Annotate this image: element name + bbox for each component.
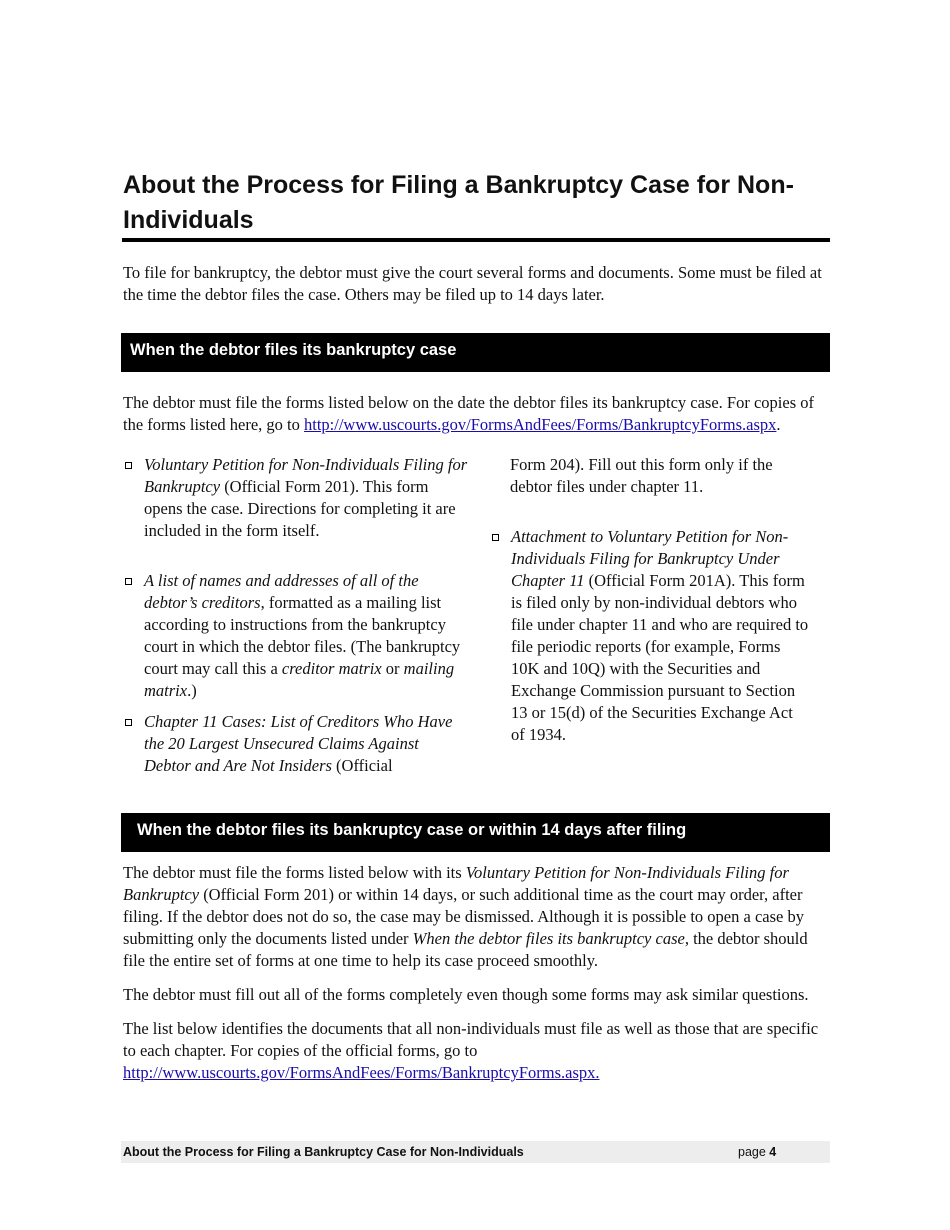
item-title: Attachment to Voluntary Petition for Non-Individuals Filing for Bankruptcy Under Chapter 11 [511, 527, 789, 590]
item-text: , formatted as a mailing list according to instructions from the bankruptcy court in which the debtor files. (The bankruptcy court may call this a [144, 593, 461, 678]
checkbox-bullet-icon [125, 578, 132, 585]
page-number [738, 1141, 776, 1163]
checkbox-bullet-icon [492, 534, 499, 541]
item-text: (Official Form 201). This form opens the case. Directions for completing it are included in the form itself. [144, 477, 456, 540]
list-item [123, 711, 468, 777]
item-text: (Official [331, 756, 393, 775]
item-italic-term: creditor matrix [281, 659, 382, 678]
section1-text-end: . [776, 415, 781, 434]
section1-text: The debtor must file the forms listed below on the date the debtor files its bankruptcy case. For copies of the forms listed here, go to [123, 393, 814, 434]
list-item-continuation: Form 204). Fill out this form only if the debtor files under chapter 11. [510, 455, 773, 496]
text-span: (Official Form 201) or within 14 days, or such additional time as the court may order, after filing. If the debtor does not do so, the case may be dismissed. Although it is possible to open a case by submitting only the documents listed under [123, 885, 804, 948]
item-text: .) [187, 681, 197, 700]
checkbox-bullet-icon [125, 719, 132, 726]
page-label: page [738, 1145, 766, 1159]
item-title: Chapter 11 Cases: List of Creditors Who Have the 20 Largest Unsecured Claims Against Debtor and Are Not Insiders [144, 712, 453, 775]
footer-title: About the Process for Filing a Bankruptcy Case for Non-Individuals [123, 1145, 524, 1159]
section2-paragraph-3 [123, 1018, 829, 1084]
item-title: A list of names and addresses of all of the debtor’s creditors [144, 571, 419, 612]
section2-body [123, 862, 829, 1096]
text-span: The debtor must file the forms listed below with its [123, 863, 466, 882]
item-text: or [381, 659, 404, 678]
page-title: About the Process for Filing a Bankruptcy Case for Non-Individuals [123, 171, 794, 234]
intro-paragraph: To file for bankruptcy, the debtor must give the court several forms and documents. Some must be filed at the time the debtor files the case. Others may be filed up to 14 days later. [123, 263, 822, 304]
section1-heading: When the debtor files its bankruptcy case [121, 333, 830, 372]
forms-link[interactable]: http://www.uscourts.gov/FormsAndFees/Forms/BankruptcyForms.aspx [304, 415, 777, 434]
official-forms-link[interactable]: http://www.uscourts.gov/FormsAndFees/Forms/BankruptcyForms.aspx. [123, 1063, 600, 1082]
section1-paragraph [123, 392, 829, 436]
title-divider [122, 238, 830, 242]
text-span: The list below identifies the documents that all non-individuals must file as well as those that are specific to each chapter. For copies of the official forms, go to [123, 1019, 819, 1060]
page-number-value: 4 [769, 1145, 777, 1159]
text-span: , the debtor should file the entire set of forms at one time to help its case proceed smoothly. [123, 929, 808, 970]
item-title: Voluntary Petition for Non-Individuals Filing for Bankruptcy [144, 455, 468, 496]
list-item [490, 526, 810, 746]
checkbox-bullet-icon [125, 462, 132, 469]
list-item [123, 454, 468, 542]
list-item [123, 570, 468, 702]
item-text: (Official Form 201A). This form is filed only by non-individual debtors who file under chapter 11 and who are required to file periodic reports (for example, Forms 10K and 10Q) with the Securities and Exchange Commission pursuant to Section 13 or 15(d) of the Securities Exchange Act of 1934. [511, 571, 809, 744]
section2-paragraph-1 [123, 862, 829, 972]
page-footer [121, 1141, 830, 1163]
item-italic-term: mailing matrix [144, 659, 455, 700]
italic-term: When the debtor files its bankruptcy case [412, 929, 685, 948]
italic-term: Voluntary Petition for Non-Individuals Filing for Bankruptcy [123, 863, 789, 904]
section2-heading: When the debtor files its bankruptcy case or within 14 days after filing [121, 813, 830, 852]
forms-list-left-column [123, 454, 468, 777]
section2-paragraph-2: The debtor must fill out all of the forms completely even though some forms may ask similar questions. [123, 985, 809, 1004]
forms-list-right-column [490, 454, 810, 746]
